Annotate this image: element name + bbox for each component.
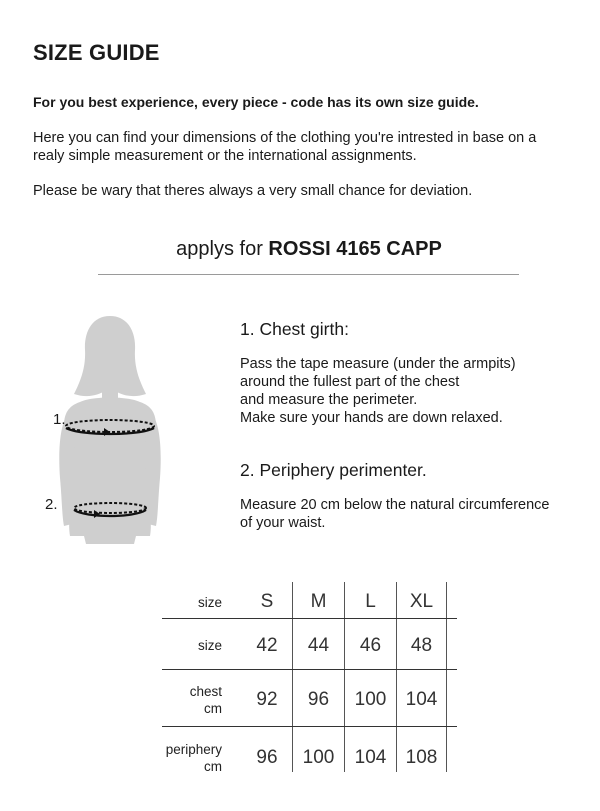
row-label-line: periphery: [165, 742, 222, 757]
row-label-line: chest: [189, 684, 222, 699]
table-cell: 46: [359, 635, 382, 656]
row-label-unit: cm: [204, 759, 222, 774]
marker-2: 2.: [45, 496, 58, 513]
column-header-m: M: [310, 591, 327, 612]
table-row-divider: [162, 669, 457, 670]
table-cell: 44: [307, 635, 330, 656]
product-code: ROSSI 4165 CAPP: [268, 238, 442, 260]
table-cell: 92: [256, 689, 278, 710]
table-header-label: size: [197, 595, 222, 610]
table-cell: 42: [256, 635, 278, 656]
column-header-xl: XL: [409, 591, 434, 612]
intro-bold-text: For you best experience, every piece - code has its own size guide.: [33, 94, 479, 110]
deviation-note: Please be wary that theres always a very small chance for deviation.: [33, 183, 473, 199]
column-header-l: L: [365, 591, 376, 612]
table-cell: 104: [405, 689, 438, 710]
periphery-heading: 2. Periphery perimenter.: [240, 460, 427, 480]
table-cell: 104: [354, 747, 387, 768]
intro-line-1: Here you can find your dimensions of the clothing you're intrested in base on a: [33, 130, 537, 146]
periphery-desc-line: of your waist.: [240, 515, 326, 531]
row-label-size: size: [197, 638, 222, 653]
row-label-chest: [150, 683, 222, 717]
table-cell: 96: [307, 689, 330, 710]
table-row-divider: [162, 726, 457, 727]
table-cell: 48: [410, 635, 433, 656]
table-col-divider: [446, 582, 447, 772]
table-cell: 100: [354, 689, 387, 710]
table-cell: 96: [256, 747, 278, 768]
marker-1: 1.: [53, 411, 66, 428]
row-label-unit: cm: [204, 701, 222, 716]
table-cell: 100: [302, 747, 335, 768]
applies-prefix: applys for: [176, 238, 263, 260]
intro-line-2: realy simple measurement or the international assignments.: [33, 148, 417, 164]
chest-desc-line: Make sure your hands are down relaxed.: [240, 410, 503, 426]
table-row-divider: [162, 618, 457, 619]
column-header-s: S: [260, 591, 274, 612]
page-title: SIZE GUIDE: [33, 40, 160, 65]
chest-desc-line: and measure the perimeter.: [240, 392, 418, 408]
chest-desc-line: Pass the tape measure (under the armpits): [240, 356, 516, 372]
periphery-desc-line: Measure 20 cm below the natural circumference: [240, 497, 550, 513]
chest-girth-heading: 1. Chest girth:: [240, 319, 349, 339]
chest-desc-line: around the fullest part of the chest: [240, 374, 460, 390]
table-cell: 108: [405, 747, 438, 768]
row-label-periphery: [150, 741, 222, 775]
